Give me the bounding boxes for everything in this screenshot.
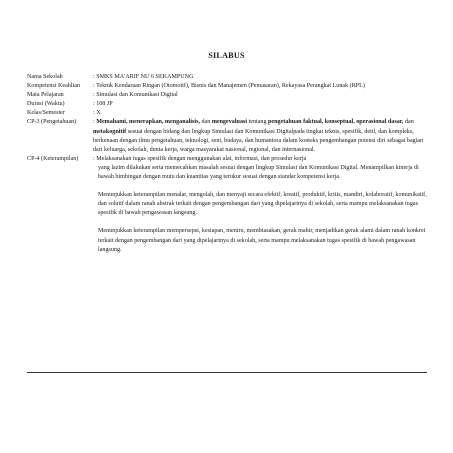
cp4-label: CP-4 (Keterampilan) <box>27 155 79 162</box>
cp4-section <box>27 155 427 255</box>
cp4-paragraph-1a: : Melaksanakan tugas spesifik dengan menggunakan alat, informasi, dan prosedur kerja <box>93 155 307 162</box>
syllabus-body <box>27 73 427 255</box>
row-label: Kompetensi Keahlian <box>27 83 80 90</box>
divider-line <box>27 372 427 373</box>
cp4-text <box>93 155 427 255</box>
identity-row-school <box>27 73 427 82</box>
identity-row-competency <box>27 82 427 91</box>
cp4-paragraph-3: Menunjukkan keterampilan mempersepsi, kesiapan, meniru, membiasakan, gerak mahir, menjadikan gerak alami dalam ranah konkret terkait dengan pengembangan dari yang dipelajarinya di sekolah, serta mampu melaksanakan tugas spesifik di bawah pengawasan langsung. <box>98 228 426 253</box>
row-value: : 108 JP <box>93 101 113 108</box>
row-value: : X <box>93 110 101 117</box>
row-value: : Simulasi dan Komunikasi Digital <box>93 92 178 99</box>
cp3-bold-4: metakognitif <box>93 128 127 135</box>
identity-row-class <box>27 109 427 118</box>
cp3-text-3: dan <box>403 119 414 126</box>
cp3-bold-1: Memahami, menerapkan, menganalisis, <box>96 119 200 126</box>
cp3-section <box>27 118 427 154</box>
row-value: : Teknik Kendaraan Ringan (Otomotif), Bisnis dan Manajemen (Pemasaran), Rekayasa Perangkat Lunak (RPL) <box>93 83 365 90</box>
cp3-bold-3: pengetahuan faktual, konseptual, operasional dasar, <box>268 119 404 126</box>
cp3-text-1: dan <box>199 119 212 126</box>
cp4-paragraph-1b: yang lazim dilakukan serta memecahkan masalah sesuai dengan lingkup Simulasi dan Komunikasi Digital. Menampilkan kinerja di bawah bimbingan dengan mutu dan kuantitas yang terukur sesuai dengan standar kompetensi kerja. <box>98 164 419 181</box>
cp3-bold-2: mengevaluasi <box>211 119 248 126</box>
page-title: SILABUS <box>208 51 245 60</box>
identity-row-duration <box>27 100 427 109</box>
row-label: Kelas/Semester <box>27 110 65 117</box>
cp3-text-2: tentang <box>247 119 269 126</box>
cp3-text <box>93 118 427 154</box>
row-label: Mata Pelajaran <box>27 92 64 99</box>
identity-row-subject <box>27 91 427 100</box>
cp3-colon: : <box>93 119 97 126</box>
row-label: Durasi (Waktu) <box>27 101 65 108</box>
row-label: Nama Sekolah <box>27 74 63 80</box>
cp3-text-4: sesuai dengan bidang dan lingkup Simulasi dan Komunikasi Digitalpada tingkat teknis, spesifik, detil, dan kompleks, berkenaan dengan ilmu pengetahuan, teknologi, seni, budaya, dan humaniora dalam konteks pengembangan potensi diri sebagai bagian dari keluarga, sekolah, dunia kerja, warga masyarakat nasional, regional, dan internasional. <box>93 128 424 153</box>
cp4-paragraph-2: Menunjukkan keterampilan menalar, mengolah, dan menyaji secara efektif, kreatif, produktif, kritis, mandiri, kolaboratif, komunikatif, dan solutif dalam ranah abstrak terkait dengan pengembangan dari yang dipelajarinya di sekolah, serta mampu melaksanakan tugas spesifik di bawah pengawasan langsung. <box>98 192 427 217</box>
cp3-label: CP-3 (Pengetahuan) <box>27 119 77 126</box>
row-value: : SMKS MA'ARIF NU 6 SEKAMPUNG <box>93 74 194 80</box>
